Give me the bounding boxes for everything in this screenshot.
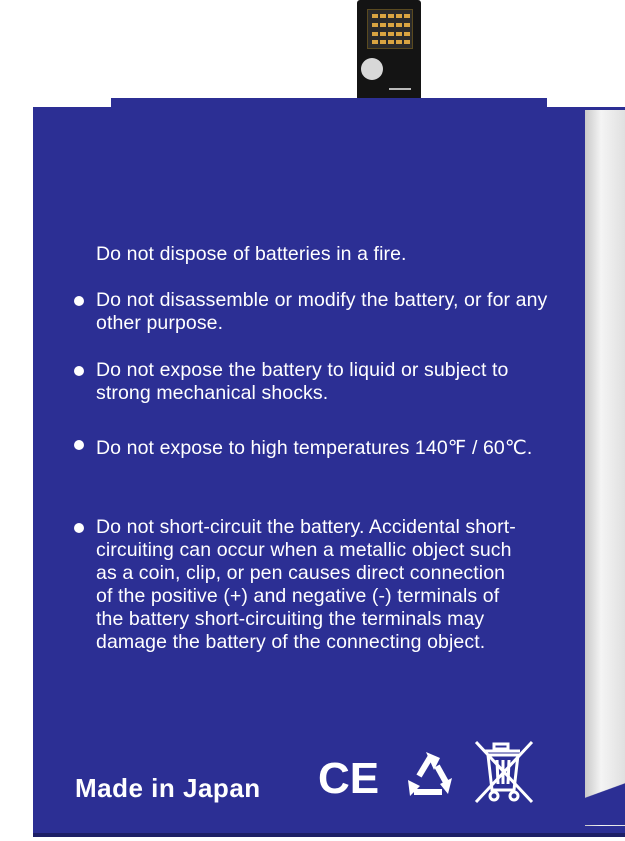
connector-dot: [361, 58, 383, 80]
ce-mark-icon: [318, 755, 384, 799]
bullet: [74, 523, 84, 533]
connector-pads: [367, 9, 413, 49]
crossed-out-bin-icon: [470, 736, 540, 806]
ce-mark-text: CE: [318, 755, 380, 799]
warning-text: Do not short-circuit the battery. Accidental short-circuiting can occur when a metallic object such as a coin, clip, or pen causes direct connection of the positive (+) and negative (-) terminals of the battery short-circuiting the terminals may damage the battery of the connecting object.: [96, 516, 516, 653]
silver-edge: [585, 110, 625, 826]
warning-text: Do not dispose of batteries in a fire.: [96, 243, 407, 265]
bullet: [74, 366, 84, 376]
battery-bottom-edge: [33, 833, 625, 837]
recycle-icon: [400, 748, 462, 804]
silver-corner: [585, 763, 625, 825]
warning-text: Do not expose to high temperatures 140℉ / 60℃.: [96, 437, 533, 459]
battery-label: [33, 98, 625, 837]
battery-body: [33, 107, 625, 837]
origin-label: Made in Japan: [75, 773, 261, 803]
bullet: [74, 440, 84, 450]
bullet: [74, 296, 84, 306]
warning-text: Do not expose the battery to liquid or subject to strong mechanical shocks.: [96, 359, 509, 404]
flex-connector: [357, 0, 421, 104]
warning-text: Do not disassemble or modify the battery, or for any other purpose.: [96, 289, 548, 334]
